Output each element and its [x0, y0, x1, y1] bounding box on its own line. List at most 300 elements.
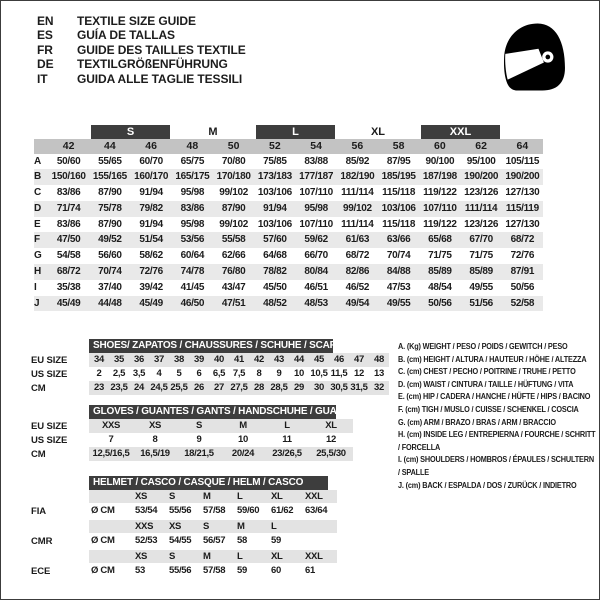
size-value: 74/78 — [172, 264, 213, 280]
size-value: 58/62 — [139, 250, 163, 262]
size-value: 75/78 — [89, 201, 130, 217]
legend-item: C. (cm) CHEST / PECHO / POITRINE / TRUHE / PETTO — [398, 366, 576, 377]
size-header: 48 — [172, 139, 213, 154]
legend-item: G. (cm) ARM / BRAZO / BRAS / ARM / BRACCIO — [398, 416, 556, 427]
table-cell: XL — [271, 551, 283, 562]
size-value: 68/72 — [502, 232, 543, 248]
gloves-row — [31, 419, 396, 433]
row-label: H — [34, 264, 48, 280]
size-value: 103/106 — [378, 201, 419, 217]
row-label: B — [34, 169, 48, 185]
table-cell: 61/62 — [271, 505, 294, 516]
table-cell: 40 — [214, 354, 224, 365]
size-value: 47/51 — [213, 296, 254, 312]
size-value: 115/118 — [382, 187, 416, 199]
language-row — [37, 57, 246, 71]
size-value: 115/118 — [382, 218, 416, 230]
table-cell: 28 — [254, 382, 264, 393]
size-value: 66/70 — [304, 250, 328, 262]
size-value: 49/55 — [469, 281, 493, 293]
size-value: 61/63 — [337, 232, 378, 248]
size-header: 44 — [89, 139, 130, 154]
size-header: 64 — [502, 139, 543, 154]
row-label: FIA — [31, 506, 47, 517]
table-cell: XS — [135, 551, 148, 562]
size-value: 54/58 — [56, 250, 81, 262]
size-value: 107/110 — [299, 187, 333, 199]
row-label: CM — [31, 448, 46, 460]
helmet-data-row — [89, 490, 337, 503]
size-group-s: S — [91, 125, 170, 139]
table-cell: 12 — [354, 368, 364, 379]
helmet-data-row — [89, 550, 337, 563]
size-value: 150/160 — [48, 169, 89, 185]
size-value: 52/58 — [502, 296, 543, 312]
size-value: 83/86 — [56, 187, 81, 199]
size-header: 42 — [48, 139, 89, 154]
helmet-row — [31, 550, 396, 563]
helmet-data-row — [89, 503, 337, 520]
size-value: 43/47 — [221, 281, 246, 293]
gloves-data-row — [89, 419, 353, 433]
size-value: 90/100 — [425, 155, 455, 167]
shoes-table-title: SHOES/ ZAPATOS / CHAUSSURES / SCHUHE / SCARPE — [89, 339, 333, 353]
helmet-row — [31, 533, 396, 550]
size-value: 67/70 — [461, 232, 502, 248]
size-value: 64/68 — [263, 250, 287, 262]
row-label: EU SIZE — [31, 420, 68, 432]
size-value: 46/51 — [304, 281, 328, 293]
size-value: 123/126 — [464, 218, 499, 230]
table-cell: 7,5 — [232, 368, 246, 379]
table-cell — [89, 520, 133, 533]
table-cell: 53/54 — [135, 505, 158, 516]
table-cell — [303, 533, 337, 548]
guide-title: GUIDE DES TAILLES TEXTILE — [77, 42, 246, 57]
size-value: 107/110 — [299, 218, 333, 230]
size-value: 123/126 — [464, 187, 499, 199]
size-value: 119/122 — [423, 218, 457, 230]
size-value: 177/187 — [296, 169, 337, 185]
size-value: 70/74 — [386, 250, 411, 262]
main-size-table — [34, 125, 543, 311]
row-label: CMR — [31, 536, 53, 547]
size-value: 87/91 — [502, 264, 543, 280]
language-code: EN — [37, 14, 54, 28]
helmet-table — [31, 476, 396, 580]
table-cell: S — [169, 551, 176, 562]
size-group-xxl: XXL — [421, 125, 500, 139]
language-code: DE — [37, 57, 54, 72]
table-cell: XL — [325, 420, 337, 431]
legend-item: A. (Kg) WEIGHT / PESO / POIDS / GEWITCH / PESO — [398, 341, 568, 351]
size-group-l: L — [256, 125, 335, 139]
table-cell — [89, 550, 133, 563]
guide-title: TEXTILGRÖßENFÜHRUNG — [77, 57, 228, 72]
size-value: 182/190 — [337, 169, 378, 185]
helmet-data-row — [89, 563, 337, 580]
table-cell: L — [237, 551, 243, 562]
shoes-row — [31, 367, 396, 381]
table-cell: 35 — [114, 354, 124, 365]
size-value: 87/95 — [386, 155, 411, 167]
size-group-xl: XL — [370, 126, 386, 138]
table-cell: XS — [169, 521, 182, 532]
table-cell: 59 — [271, 535, 281, 546]
size-value: 83/86 — [172, 201, 213, 217]
row-label: C — [34, 187, 41, 199]
size-value: 87/90 — [213, 201, 254, 217]
size-value: 99/102 — [219, 187, 249, 199]
size-value: 87/90 — [98, 187, 122, 199]
table-cell: Ø CM — [91, 505, 115, 516]
size-header: 60 — [419, 139, 460, 154]
row-label: US SIZE — [31, 368, 68, 380]
table-cell: 45 — [314, 354, 324, 365]
shoes-row — [31, 353, 396, 367]
table-cell: 44 — [294, 354, 304, 365]
size-value: 111/114 — [461, 201, 502, 217]
table-cell: 10 — [294, 368, 304, 379]
size-value: 71/75 — [428, 250, 452, 262]
language-row — [37, 28, 246, 42]
row-label: US SIZE — [31, 434, 68, 446]
size-value: 49/55 — [378, 296, 419, 312]
table-cell: 27,5 — [230, 382, 248, 393]
gloves-row — [31, 433, 396, 447]
size-value: 70/80 — [221, 155, 246, 167]
legend-item: F. (cm) TIGH / MUSLO / CUISSE / SCHENKEL / COSCIA — [398, 403, 579, 414]
table-cell: 59/60 — [237, 505, 260, 516]
size-value: 45/50 — [263, 281, 287, 293]
table-cell: 42 — [254, 354, 264, 365]
table-cell: 9 — [276, 368, 282, 379]
table-cell: S — [195, 420, 203, 431]
helmet-rows — [31, 490, 396, 580]
size-value: 187/198 — [419, 169, 460, 185]
size-value: 99/102 — [219, 218, 249, 230]
table-cell: 5 — [176, 368, 182, 379]
size-value: 105/115 — [505, 155, 540, 167]
table-cell: 31,5 — [350, 382, 368, 393]
table-cell: L — [284, 420, 290, 431]
size-value: 50/56 — [510, 281, 535, 293]
size-value: 91/94 — [139, 218, 163, 230]
helmet-row — [31, 520, 396, 533]
table-cell: 24 — [134, 382, 144, 393]
racing-helmet-icon — [494, 13, 572, 101]
table-cell: 23 — [94, 382, 104, 393]
helmet-row — [31, 503, 396, 520]
table-cell: 28,5 — [270, 382, 288, 393]
row-label: I — [34, 281, 37, 293]
size-value: 190/200 — [461, 169, 502, 185]
table-cell: XL — [271, 491, 283, 502]
table-cell: 52/53 — [135, 535, 158, 546]
table-cell: 27 — [214, 382, 224, 393]
table-cell: 8 — [152, 434, 158, 445]
gloves-table-title: GLOVES / GUANTES / GANTS / HANDSCHUHE / GUANTI — [89, 405, 336, 419]
table-cell: 48 — [374, 354, 384, 365]
language-code: FR — [37, 42, 53, 57]
size-value: 57/60 — [254, 232, 295, 248]
table-cell: Ø CM — [91, 535, 115, 546]
group-spacer — [34, 125, 89, 139]
size-value: 45/49 — [131, 296, 172, 312]
table-cell: 55/56 — [169, 565, 192, 576]
language-code: ES — [37, 28, 53, 43]
size-value: 44/48 — [89, 296, 130, 312]
gloves-data-row — [89, 433, 353, 447]
table-cell: 46 — [334, 354, 344, 365]
table-cell: 23/26,5 — [272, 448, 302, 459]
language-title-list — [37, 14, 246, 86]
size-value: 165/175 — [172, 169, 213, 185]
legend-item: E. (cm) HIP / CADERA / HANCHE / HÜFTE / HIPS / BACINO — [398, 391, 591, 402]
spacer — [31, 476, 89, 490]
row-label: F — [34, 232, 48, 248]
helmet-row — [31, 490, 396, 503]
table-cell: 10,5 — [310, 368, 328, 379]
gloves-row — [31, 447, 396, 461]
size-value: 65/75 — [180, 155, 205, 167]
table-cell: M — [203, 491, 211, 502]
table-cell: 18/21,5 — [184, 448, 214, 459]
language-code: IT — [37, 71, 48, 86]
row-label: ECE — [31, 566, 51, 577]
size-value: 160/170 — [131, 169, 172, 185]
table-cell: 57/58 — [203, 505, 226, 516]
table-cell: XS — [148, 420, 162, 431]
table-cell: XXS — [135, 521, 154, 532]
size-value: 103/106 — [257, 218, 292, 230]
helmet-table-title: HELMET / CASCO / CASQUE / HELM / CASCO — [89, 476, 328, 490]
size-value: 75/85 — [263, 155, 287, 167]
table-cell: 10 — [238, 434, 248, 445]
row-label — [31, 550, 89, 563]
table-cell: 30,5 — [330, 382, 348, 393]
table-cell: 36 — [134, 354, 144, 365]
gloves-data-row — [89, 447, 353, 461]
table-cell: 26 — [194, 382, 204, 393]
spacer — [31, 405, 89, 419]
size-value: 87/90 — [98, 218, 122, 230]
size-value: 80/84 — [296, 264, 337, 280]
table-cell: 57/58 — [203, 565, 226, 576]
table-cell: 25,5/30 — [316, 448, 346, 459]
size-value: 99/102 — [337, 201, 378, 217]
table-cell: M — [239, 420, 247, 431]
table-cell — [303, 520, 337, 533]
size-value: 127/130 — [505, 218, 540, 230]
table-cell: M — [237, 521, 245, 532]
table-cell: 2 — [96, 368, 102, 379]
subtables-section — [31, 339, 396, 580]
table-cell: 2,5 — [112, 368, 126, 379]
size-value: 37/40 — [98, 281, 122, 293]
size-value: 85/89 — [419, 264, 460, 280]
table-cell: 39 — [194, 354, 204, 365]
size-value: 60/64 — [180, 250, 205, 262]
shoes-table — [31, 339, 396, 395]
size-header: 46 — [131, 139, 172, 154]
table-cell: M — [203, 551, 211, 562]
size-value: 53/56 — [172, 232, 213, 248]
table-cell: 24,5 — [150, 382, 168, 393]
table-cell: 23,5 — [110, 382, 128, 393]
size-value: 50/56 — [419, 296, 460, 312]
size-value: 70/74 — [89, 264, 130, 280]
table-cell: 3,5 — [132, 368, 146, 379]
table-cell: XXS — [101, 420, 121, 431]
size-header: 54 — [296, 139, 337, 154]
size-value: 115/119 — [502, 201, 543, 217]
size-value: 78/82 — [254, 264, 295, 280]
size-value: 47/50 — [48, 232, 89, 248]
size-value: 119/122 — [423, 187, 457, 199]
size-value: 51/56 — [461, 296, 502, 312]
helmet-row — [31, 563, 396, 580]
row-label: D — [34, 201, 48, 217]
table-cell: 55/56 — [169, 505, 192, 516]
measurement-legend — [398, 340, 597, 491]
table-cell: L — [271, 521, 277, 532]
row-label: A — [34, 155, 41, 167]
size-value: 72/76 — [510, 250, 535, 262]
size-value: 190/200 — [502, 169, 543, 185]
size-value: 185/195 — [378, 169, 419, 185]
legend-item: D. (cm) WAIST / CINTURA / TAILLE / HÜFTUNG / VITA — [398, 378, 574, 389]
size-value: 55/65 — [98, 155, 122, 167]
size-value: 103/106 — [257, 187, 292, 199]
size-value: 55/58 — [213, 232, 254, 248]
size-value: 111/114 — [341, 218, 374, 230]
legend-item: I. (cm) SHOULDERS / HOMBROS / ÉPAULES / SCHULTERN / SPALLE — [398, 454, 594, 477]
size-value: 79/82 — [131, 201, 172, 217]
size-value: 170/180 — [213, 169, 254, 185]
table-cell: 6,5 — [212, 368, 226, 379]
size-value: 48/54 — [428, 281, 452, 293]
helmet-header-row — [31, 476, 396, 490]
table-cell: L — [237, 491, 243, 502]
table-cell: 25,5 — [170, 382, 188, 393]
row-label: E — [34, 218, 41, 230]
size-value: 83/86 — [56, 218, 81, 230]
gloves-table — [31, 405, 396, 461]
table-cell: 37 — [154, 354, 164, 365]
size-value: 48/53 — [296, 296, 337, 312]
size-value: 41/45 — [180, 281, 205, 293]
size-value: 111/114 — [341, 187, 374, 199]
table-cell: 58 — [237, 535, 247, 546]
size-value: 76/80 — [213, 264, 254, 280]
table-cell: 8 — [256, 368, 262, 379]
table-cell: XXL — [305, 551, 323, 562]
size-value: 91/94 — [139, 187, 163, 199]
table-cell: 20/24 — [231, 448, 255, 459]
table-cell: 6 — [196, 368, 202, 379]
size-value: 72/76 — [131, 264, 172, 280]
legend-item: J. (cm) BACK / ESPALDA / DOS / ZURÜCK / INDIETRO — [398, 479, 577, 490]
table-cell: 16,5/19 — [140, 448, 170, 459]
table-cell: 11 — [282, 434, 292, 445]
guide-title: GUIDA ALLE TAGLIE TESSILI — [77, 71, 243, 86]
group-spacer — [502, 125, 543, 139]
table-cell: 4 — [156, 368, 162, 379]
size-value: 62/66 — [221, 250, 246, 262]
size-value: 46/52 — [345, 281, 370, 293]
size-value: 85/89 — [461, 264, 502, 280]
guide-title: GUÍA DE TALLAS — [77, 28, 175, 43]
table-cell: S — [169, 491, 176, 502]
shoes-rows — [31, 353, 396, 395]
size-header: 58 — [378, 139, 419, 154]
size-value: 56/60 — [98, 250, 122, 262]
legend-item: H. (cm) INSIDE LEG / ENTREPIERNA / FOURCHE / SCHRITT / FORCELLA — [398, 429, 596, 452]
size-value: 155/165 — [89, 169, 130, 185]
size-value: 45/49 — [48, 296, 89, 312]
table-cell: 32 — [374, 382, 384, 393]
table-cell: 41 — [234, 354, 244, 365]
shoes-data-row — [89, 381, 389, 395]
language-row — [37, 43, 246, 57]
size-value: 60/70 — [139, 155, 163, 167]
size-value: 51/54 — [131, 232, 172, 248]
size-value: 84/88 — [378, 264, 419, 280]
size-group-m: M — [208, 126, 218, 138]
table-cell: 60 — [271, 565, 281, 576]
row-label: EU SIZE — [31, 354, 68, 366]
table-cell: 54/55 — [169, 535, 192, 546]
size-value: 49/54 — [337, 296, 378, 312]
table-cell: 12,5/16,5 — [92, 448, 130, 459]
size-value: 82/86 — [337, 264, 378, 280]
table-cell: Ø CM — [91, 565, 115, 576]
size-value: 173/183 — [254, 169, 295, 185]
row-label — [31, 490, 89, 503]
table-cell: 9 — [196, 434, 202, 445]
helmet-data-row — [89, 533, 337, 550]
shoes-header-row — [31, 339, 396, 353]
size-value: 127/130 — [505, 187, 540, 199]
helmet-data-row — [89, 520, 337, 533]
language-row — [37, 14, 246, 28]
table-cell — [89, 490, 133, 503]
table-cell: 59 — [237, 565, 247, 576]
table-cell: 7 — [108, 434, 114, 445]
size-value: 107/110 — [419, 201, 460, 217]
row-label — [31, 520, 89, 533]
spacer — [31, 339, 89, 353]
gloves-header-row — [31, 405, 396, 419]
table-cell: 56/57 — [203, 535, 226, 546]
table-cell: 30 — [314, 382, 324, 393]
size-header: 52 — [254, 139, 295, 154]
guide-title: TEXTILE SIZE GUIDE — [77, 14, 196, 28]
table-cell: 63/64 — [305, 505, 328, 516]
size-value: 59/62 — [296, 232, 337, 248]
size-value: 95/100 — [466, 155, 496, 167]
size-value: 49/52 — [89, 232, 130, 248]
row-label: J — [34, 296, 48, 312]
table-cell: 34 — [94, 354, 104, 365]
size-value: 95/98 — [180, 187, 205, 199]
row-label: CM — [31, 382, 46, 394]
size-header: 62 — [461, 139, 502, 154]
language-row — [37, 72, 246, 86]
size-value: 50/60 — [56, 155, 81, 167]
size-value: 46/50 — [172, 296, 213, 312]
